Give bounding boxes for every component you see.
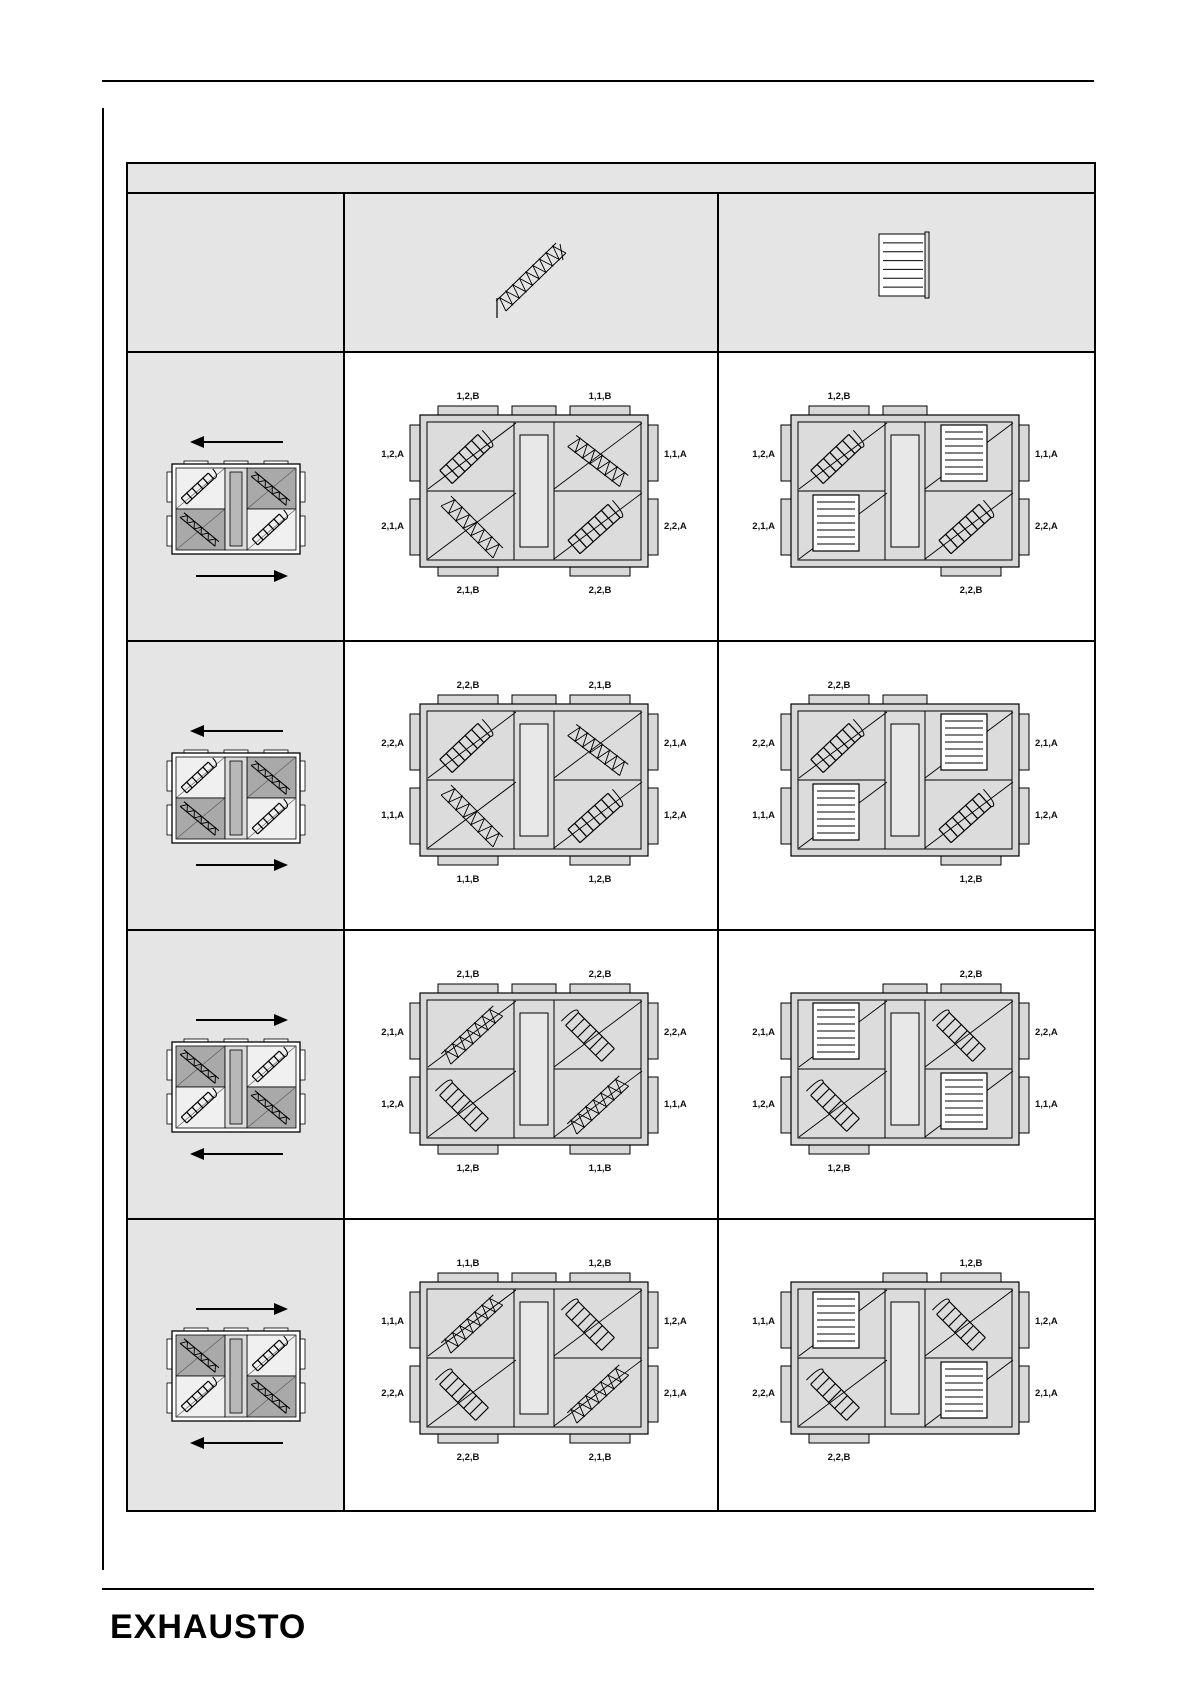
plate-unit-diagram bbox=[719, 1220, 1094, 1510]
orientation-thumbnail bbox=[128, 931, 345, 1220]
plate-label-right-top: 2,1,A bbox=[1035, 738, 1058, 749]
rotary-label-bottom-left: 1,2,B bbox=[456, 1163, 480, 1174]
rotary-label-bottom-left: 2,2,B bbox=[456, 1452, 480, 1463]
rotary-label-right-bottom: 2,1,A bbox=[664, 1388, 687, 1399]
rotary-unit-diagram bbox=[345, 353, 719, 642]
plate-label-top-left: 2,2,B bbox=[827, 680, 851, 691]
orientation-cell bbox=[128, 642, 345, 931]
plate-diagram-cell bbox=[719, 931, 1094, 1220]
rotary-unit-diagram bbox=[345, 1220, 719, 1510]
rotary-label-bottom-right: 1,1,B bbox=[588, 1163, 612, 1174]
orientation-thumbnail bbox=[128, 1220, 345, 1510]
plate-diagram-cell bbox=[719, 353, 1094, 642]
plate-label-left-top: 1,2,A bbox=[752, 449, 775, 460]
plate-label-left-bottom: 2,2,A bbox=[752, 1388, 775, 1399]
rotary-diagram-cell bbox=[345, 1220, 719, 1510]
plate-unit-diagram bbox=[719, 642, 1094, 931]
rotary-label-bottom-left: 1,1,B bbox=[456, 874, 480, 885]
rotary-label-top-left: 2,1,B bbox=[456, 969, 480, 980]
orientation-thumbnail bbox=[128, 642, 345, 931]
plate-unit-diagram bbox=[719, 931, 1094, 1220]
rotary-unit-diagram bbox=[345, 642, 719, 931]
rotary-label-left-bottom: 1,2,A bbox=[381, 1099, 404, 1110]
rotary-label-top-left: 2,2,B bbox=[456, 680, 480, 691]
rotary-label-right-bottom: 1,1,A bbox=[664, 1099, 687, 1110]
plate-label-top-right: 1,2,B bbox=[959, 1258, 983, 1269]
plate-label-right-bottom: 2,1,A bbox=[1035, 1388, 1058, 1399]
rotary-unit-diagram bbox=[345, 931, 719, 1220]
rotary-label-right-top: 2,2,A bbox=[664, 1027, 687, 1038]
rotary-label-right-top: 1,2,A bbox=[664, 1316, 687, 1327]
plate-label-right-top: 1,2,A bbox=[1035, 1316, 1058, 1327]
rotary-diagram-cell bbox=[345, 931, 719, 1220]
footer-rule bbox=[102, 1588, 1094, 1590]
header-rule bbox=[102, 80, 1094, 82]
orientation-thumbnail bbox=[128, 353, 345, 642]
table-header-band bbox=[128, 164, 1094, 194]
plate-label-right-top: 2,2,A bbox=[1035, 1027, 1058, 1038]
rotary-label-left-top: 1,1,A bbox=[381, 1316, 404, 1327]
rotary-label-left-top: 2,1,A bbox=[381, 1027, 404, 1038]
orientation-cell bbox=[128, 931, 345, 1220]
orientation-cell bbox=[128, 1220, 345, 1510]
plate-label-left-top: 2,2,A bbox=[752, 738, 775, 749]
rotary-label-top-right: 2,2,B bbox=[588, 969, 612, 980]
plate-label-bottom-left: 2,2,B bbox=[827, 1452, 851, 1463]
plate-label-left-bottom: 1,2,A bbox=[752, 1099, 775, 1110]
plate-label-right-top: 1,1,A bbox=[1035, 449, 1058, 460]
rotary-label-right-bottom: 2,2,A bbox=[664, 521, 687, 532]
rotary-label-left-bottom: 2,2,A bbox=[381, 1388, 404, 1399]
plate-label-right-bottom: 1,2,A bbox=[1035, 810, 1058, 821]
rotary-diagram-cell bbox=[345, 642, 719, 931]
plate-label-left-bottom: 2,1,A bbox=[752, 521, 775, 532]
plate-label-left-top: 2,1,A bbox=[752, 1027, 775, 1038]
rotary-label-bottom-right: 1,2,B bbox=[588, 874, 612, 885]
orientation-cell bbox=[128, 353, 345, 642]
rotary-label-right-top: 1,1,A bbox=[664, 449, 687, 460]
plate-label-right-bottom: 1,1,A bbox=[1035, 1099, 1058, 1110]
plate-exchanger-icon bbox=[879, 232, 929, 298]
rotary-label-top-right: 1,1,B bbox=[588, 391, 612, 402]
rotary-label-top-right: 2,1,B bbox=[588, 680, 612, 691]
plate-label-left-top: 1,1,A bbox=[752, 1316, 775, 1327]
rotary-label-left-top: 2,2,A bbox=[381, 738, 404, 749]
plate-diagram-cell bbox=[719, 1220, 1094, 1510]
plate-label-left-bottom: 1,1,A bbox=[752, 810, 775, 821]
column-header-plate bbox=[719, 194, 1094, 353]
plate-label-bottom-left: 1,2,B bbox=[827, 1163, 851, 1174]
exhausto-logo: EXHAUSTO bbox=[110, 1608, 307, 1646]
rotary-exchanger-icon bbox=[496, 243, 566, 318]
plate-label-bottom-right: 2,2,B bbox=[959, 585, 983, 596]
plate-label-top-right: 2,2,B bbox=[959, 969, 983, 980]
rotary-label-left-bottom: 2,1,A bbox=[381, 521, 404, 532]
column-header-rotary bbox=[345, 194, 719, 353]
plate-label-bottom-right: 1,2,B bbox=[959, 874, 983, 885]
plate-unit-diagram bbox=[719, 353, 1094, 642]
rotary-label-right-top: 2,1,A bbox=[664, 738, 687, 749]
configuration-table bbox=[126, 162, 1096, 1512]
plate-label-top-left: 1,2,B bbox=[827, 391, 851, 402]
plate-diagram-cell bbox=[719, 642, 1094, 931]
rotary-label-top-right: 1,2,B bbox=[588, 1258, 612, 1269]
rotary-label-top-left: 1,1,B bbox=[456, 1258, 480, 1269]
column-header-orientation bbox=[128, 194, 345, 353]
rotary-label-bottom-right: 2,2,B bbox=[588, 585, 612, 596]
plate-label-right-bottom: 2,2,A bbox=[1035, 521, 1058, 532]
rotary-label-bottom-right: 2,1,B bbox=[588, 1452, 612, 1463]
rotary-diagram-cell bbox=[345, 353, 719, 642]
left-margin-rule bbox=[102, 108, 104, 1570]
rotary-label-bottom-left: 2,1,B bbox=[456, 585, 480, 596]
rotary-label-right-bottom: 1,2,A bbox=[664, 810, 687, 821]
rotary-label-top-left: 1,2,B bbox=[456, 391, 480, 402]
rotary-label-left-top: 1,2,A bbox=[381, 449, 404, 460]
rotary-label-left-bottom: 1,1,A bbox=[381, 810, 404, 821]
